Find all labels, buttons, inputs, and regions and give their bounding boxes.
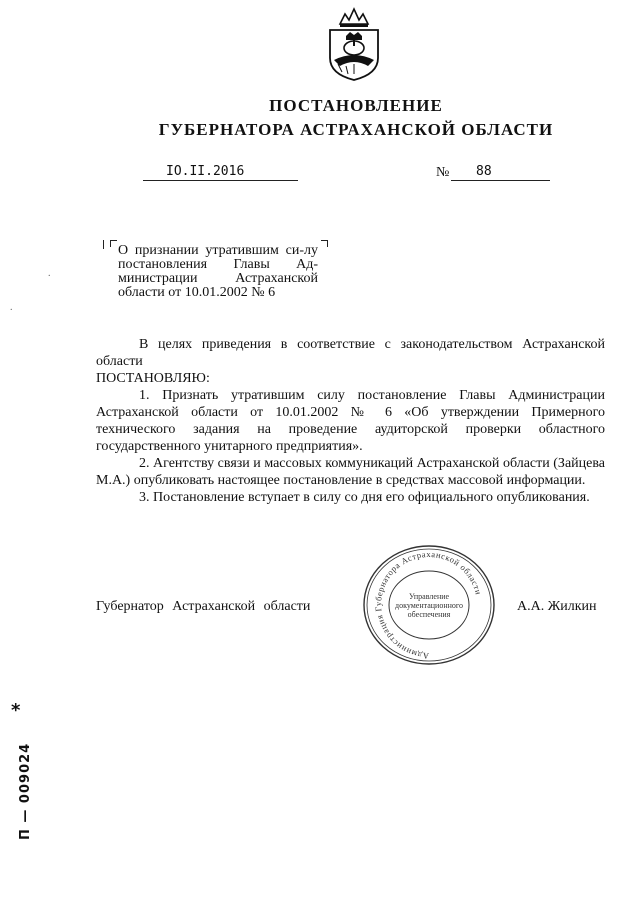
decree-item-2: 2. Агентству связи и массовых коммуникаций Астраханской области (Зайцева М.А.) опубликовать настоящее постановление в средствах массовой информации. [96,456,605,488]
number-underline [451,180,550,181]
subject-bracket-right [321,240,328,247]
signatory-name: А.А. Жилкин [517,599,597,614]
document-body [96,336,605,506]
date-underline [143,180,298,181]
subject-bracket-left-outer [103,240,104,249]
decree-item-3: 3. Постановление вступает в силу со дня его официального опубликования. [139,490,590,505]
decree-word: ПОСТАНОВЛЯЮ: [96,371,210,386]
document-issuer: ГУБЕРНАТОРА АСТРАХАНСКОЙ ОБЛАСТИ [158,120,554,139]
astrakhan-coat-of-arms-icon [324,6,384,82]
number-sign: № [436,165,450,180]
document-subject: О признании утратившим си-лу постановления Главы Ад-министрации Астраханской области от 10.01.2002 № 6 [118,243,318,300]
stamp-center-line-3: обеспечения [407,610,451,619]
document-title: ПОСТАНОВЛЕНИЕ [269,96,443,115]
scan-dot: . [48,268,51,279]
signatory-position: Губернатор Астраханской области [96,599,311,614]
official-stamp [361,543,497,667]
preamble: В целях приведения в соответствие с законодательством Астраханской области [96,337,605,369]
document-number: 88 [476,164,492,179]
serial-mark: * [11,700,21,721]
stamp-ring-text: Администрация Губернатора Астраханской области [373,548,484,662]
document-date: IO.II.2016 [166,164,245,179]
scan-dot: . [10,302,13,313]
blank-serial-number: П — 009024 [18,742,33,840]
subject-bracket-left [110,240,117,247]
stamp-center-line-1: Управление [408,592,450,601]
stamp-center-line-2: документационного [395,601,463,610]
decree-item-1: 1. Признать утратившим силу постановление Главы Администрации Астраханской области от 10.01.2002 № 6 «Об утверждении Примерного технического задания на проведение аудиторской проверки областного государственного унитарного предприятия». [96,388,605,454]
